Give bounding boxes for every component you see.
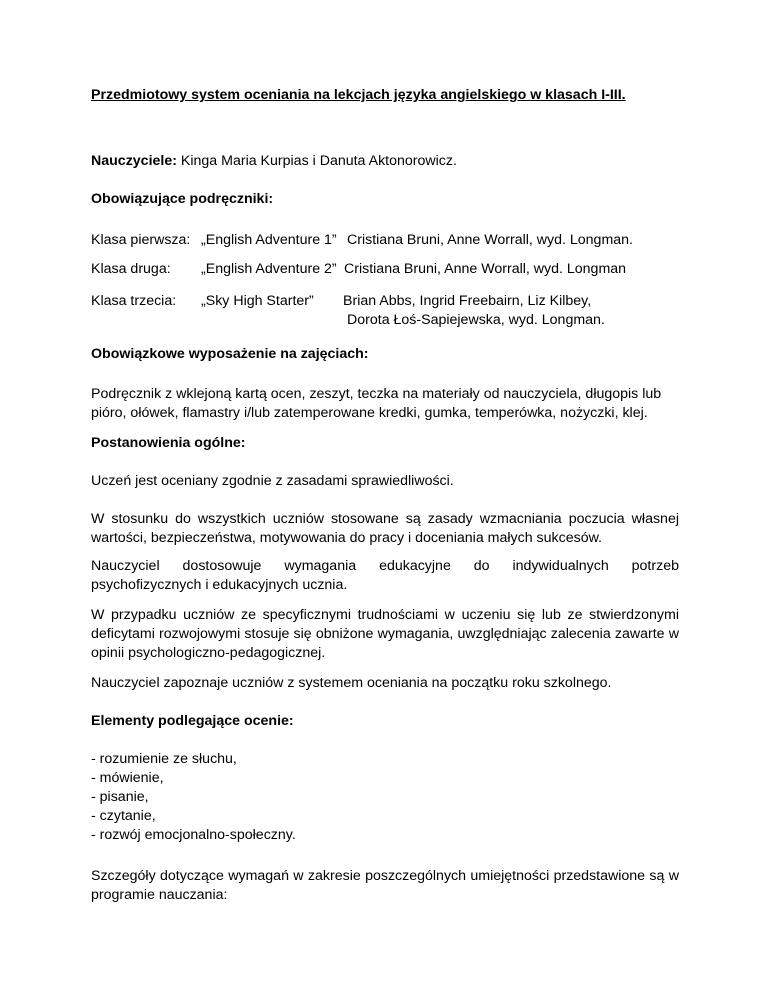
class-label: Klasa druga: <box>91 261 171 277</box>
word: Nauczyciel <box>91 558 160 574</box>
teachers-line <box>91 152 679 171</box>
elements-heading: Elementy podlegające ocenie: <box>91 713 294 729</box>
paragraph-3-line-1 <box>91 557 679 576</box>
book-authors: Brian Abbs, Ingrid Freebairn, Liz Kilbey, <box>343 293 592 309</box>
paragraph-3-line-2: psychofizycznych i edukacyjnych ucznia. <box>91 577 348 593</box>
word: do <box>473 558 490 574</box>
general-paragraph-2: W stosunku do wszystkich uczniów stosowane są zasady wzmacniania poczucia własnej wartości, bezpieczeństwa, motywowania do pracy i doceniania małych sukcesów. <box>91 511 679 546</box>
general-paragraph-4: W przypadku uczniów ze specyficznymi trudnościami w uczeniu się lub ze stwierdzonymi deficytami rozwojowymi stosuje się obniżone wymagania, uwzględniając zalecenia zawarte w opinii psychologiczno-pedagogicznej. <box>91 607 679 661</box>
general-heading: Postanowienia ogólne: <box>91 435 246 451</box>
word: dostosowuje <box>182 558 262 574</box>
book-title: „English Adventure 2” <box>201 261 337 277</box>
word: edukacyjne <box>379 558 451 574</box>
list-item: - rozwój emocjonalno-społeczny. <box>91 827 296 843</box>
list-item: - czytanie, <box>91 808 156 824</box>
list-item: - pisanie, <box>91 789 149 805</box>
equipment-text: Podręcznik z wklejoną kartą ocen, zeszyt, teczka na materiały od nauczyciela, długopis lub pióro, ołówek, flamastry i/lub zatemperowane kredki, gumka, temperówka, nożyczki, klej. <box>91 386 662 421</box>
word: wymagania <box>284 558 357 574</box>
word: potrzeb <box>631 558 679 574</box>
book-title: „English Adventure 1” <box>201 232 337 248</box>
general-paragraph-5: Nauczyciel zapoznaje uczniów z systemem oceniania na początku roku szkolnego. <box>91 675 612 691</box>
book-authors: Cristiana Bruni, Anne Worrall, wyd. Longman. <box>347 232 633 248</box>
general-paragraph-1: Uczeń jest oceniany zgodnie z zasadami sprawiedliwości. <box>91 473 454 489</box>
book-authors: Cristiana Bruni, Anne Worrall, wyd. Longman <box>344 261 627 277</box>
equipment-heading: Obowiązkowe wyposażenie na zajęciach: <box>91 346 369 362</box>
list-item: - mówienie, <box>91 770 164 786</box>
document-title: Przedmiotowy system oceniania na lekcjach języka angielskiego w klasach I-III. <box>91 87 626 103</box>
list-item: - rozumienie ze słuchu, <box>91 751 237 767</box>
class-label: Klasa pierwsza: <box>91 232 191 248</box>
book-title: „Sky High Starter” <box>201 293 314 309</box>
details-paragraph: Szczegóły dotyczące wymagań w zakresie poszczególnych umiejętności przedstawione są w programie nauczania: <box>91 868 679 903</box>
book-authors-continued: Dorota Łoś-Sapiejewska, wyd. Longman. <box>347 312 605 328</box>
teachers-value: Kinga Maria Kurpias i Danuta Aktonorowicz. <box>176 153 457 169</box>
elements-list <box>91 750 679 845</box>
class-label: Klasa trzecia: <box>91 293 177 309</box>
textbooks-heading: Obowiązujące podręczniki: <box>91 191 274 207</box>
word: indywidualnych <box>512 558 609 574</box>
teachers-label: Nauczyciele: <box>91 153 177 169</box>
general-paragraph-3 <box>91 557 679 595</box>
